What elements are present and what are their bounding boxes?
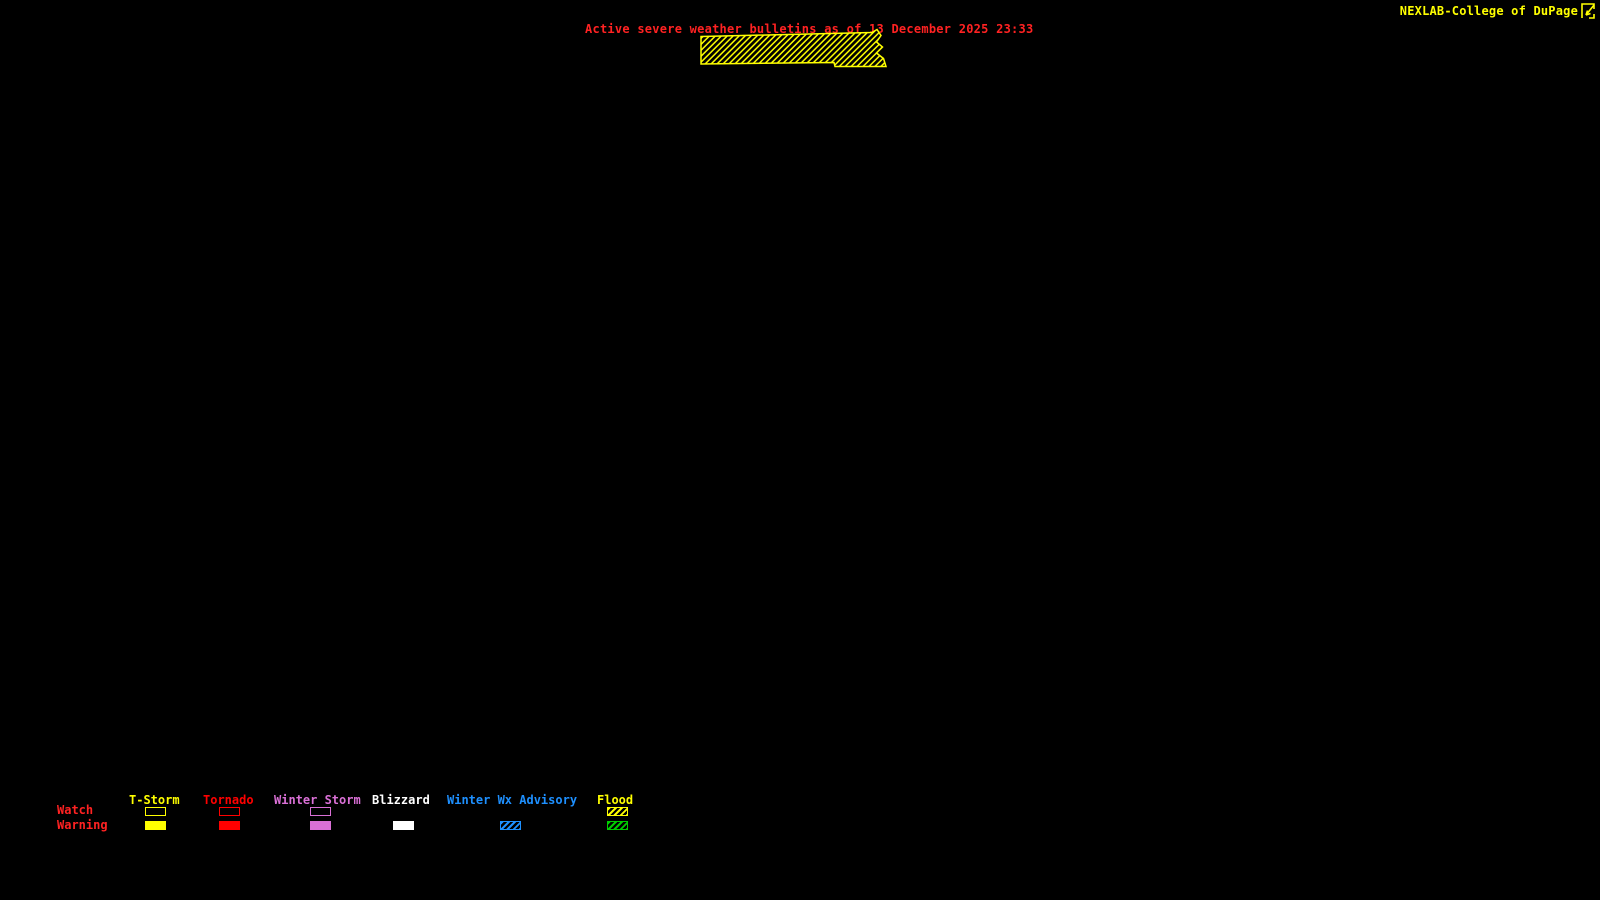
page-title: Active severe weather bulletins as of 13 December 2025 23:33: [585, 22, 1034, 36]
swatch-flood-watch: [607, 807, 628, 816]
swatch-winter-wx-advisory-warning: [500, 821, 521, 830]
legend-row-watch-label: Watch: [57, 803, 94, 817]
legend-col-winter-wx-advisory-label: Winter Wx Advisory: [447, 793, 578, 807]
swatch-tstorm-warning: [145, 821, 166, 830]
swatch-blizzard-warning: [393, 821, 414, 830]
branding-text: NEXLAB-College of DuPage: [1399, 4, 1578, 18]
swatch-tornado-watch: [219, 807, 240, 816]
swatch-tornado-warning: [219, 821, 240, 830]
swatch-tstorm-watch: [145, 807, 166, 816]
legend-col-blizzard-label: Blizzard: [372, 793, 430, 807]
legend-col-winter-storm-label: Winter Storm: [274, 793, 361, 807]
legend-row-warning-label: Warning: [57, 818, 108, 832]
swatch-winter-storm-warning: [310, 821, 331, 830]
legend-col-tstorm-label: T-Storm: [129, 793, 180, 807]
legend-col-flood-label: Flood: [597, 793, 634, 807]
flood-watch-polygon: [701, 30, 886, 67]
legend-col-tornado-label: Tornado: [203, 793, 254, 807]
swatch-winter-storm-watch: [310, 807, 331, 816]
swatch-flood-warning: [607, 821, 628, 830]
